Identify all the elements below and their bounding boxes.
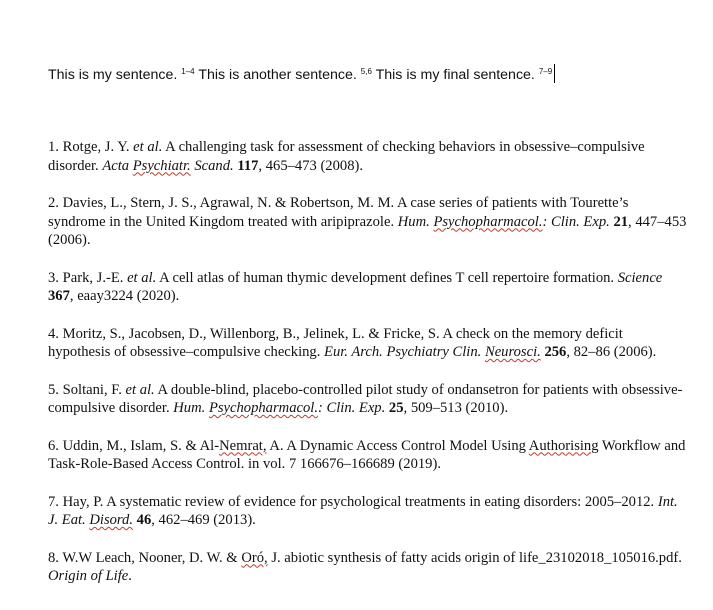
- sentence-2: This is another sentence.: [198, 67, 357, 83]
- reference-2[interactable]: 2. Davies, L., Stern, J. S., Agrawal, N. & Robertson, M. M. A case series of patients with Tourette’s syndrome in the United Kingdom treated with aripiprazole. Hum. Psychopharmacol.: Clin. Exp. 21, 447–453 (2006).: [48, 195, 687, 248]
- reference-1[interactable]: 1. Rotge, J. Y. et al. A challenging task for assessment of checking behaviors in obsessive–compulsive disorder. Acta Psychiatr. Scand. 117, 465–473 (2008).: [48, 139, 645, 174]
- spelling-flag[interactable]: Nemrat,: [219, 437, 267, 454]
- reference-3[interactable]: 3. Park, J.-E. et al. A cell atlas of human thymic development defines T cell repertoire formation. Science 367, eaay3224 (2020).: [48, 269, 663, 304]
- spelling-flag[interactable]: Psychopharmacol.: [208, 400, 318, 416]
- reference-4[interactable]: 4. Moritz, S., Jacobsen, D., Willenborg, B., Jelinek, L. & Fricke, S. A check on the memory deficit hypothesis of obsessive–compulsive checking. Eur. Arch. Psychiatry Clin. Neurosci. 256, 82–86 (2006).: [48, 325, 657, 360]
- reference-5[interactable]: 5. Soltani, F. et al. A double-blind, placebo-controlled pilot study of ondansetron for patients with obsessive-compulsive disorder. Hum. Psychopharmacol.: Clin. Exp. 25, 509–513 (2010).: [48, 381, 683, 416]
- spelling-flag[interactable]: Authorising: [528, 437, 599, 454]
- reference-6[interactable]: 6. Uddin, M., Islam, S. & Al-Nemrat, A. A Dynamic Access Control Model Using Authorising Workflow and Task-Role-Based Access Control. in vol. 7 166676–166689 (2019).: [48, 437, 686, 472]
- spelling-flag[interactable]: Psychiatr.: [132, 157, 191, 174]
- reference-7[interactable]: 7. Hay, P. A systematic review of evidence for psychological treatments in eating disorders: 2005–2012. Int. J. Eat. Disord. 46, 462–469 (2013).: [48, 493, 678, 528]
- reference-list: [48, 138, 688, 605]
- spelling-flag[interactable]: Psychopharmacol.: [433, 213, 543, 230]
- spelling-flag[interactable]: Neurosci.: [484, 344, 541, 360]
- citation-7-9[interactable]: 7–9: [538, 67, 553, 76]
- citation-1-4[interactable]: 1–4: [181, 67, 195, 76]
- citation-5-6[interactable]: 5,6: [360, 67, 372, 76]
- spelling-flag[interactable]: Oró,: [241, 549, 268, 566]
- text-cursor: [554, 64, 555, 83]
- sentence-1: This is my sentence.: [48, 67, 178, 83]
- sentence-3: This is my final sentence.: [375, 67, 535, 83]
- reference-8[interactable]: 8. W.W Leach, Nooner, D. W. & Oró, J. abiotic synthesis of fatty acids origin of life_23102018_105016.pdf. Origin of Life.: [48, 549, 682, 584]
- body-sentence-line[interactable]: [48, 64, 555, 84]
- spelling-flag[interactable]: Disord.: [89, 512, 133, 528]
